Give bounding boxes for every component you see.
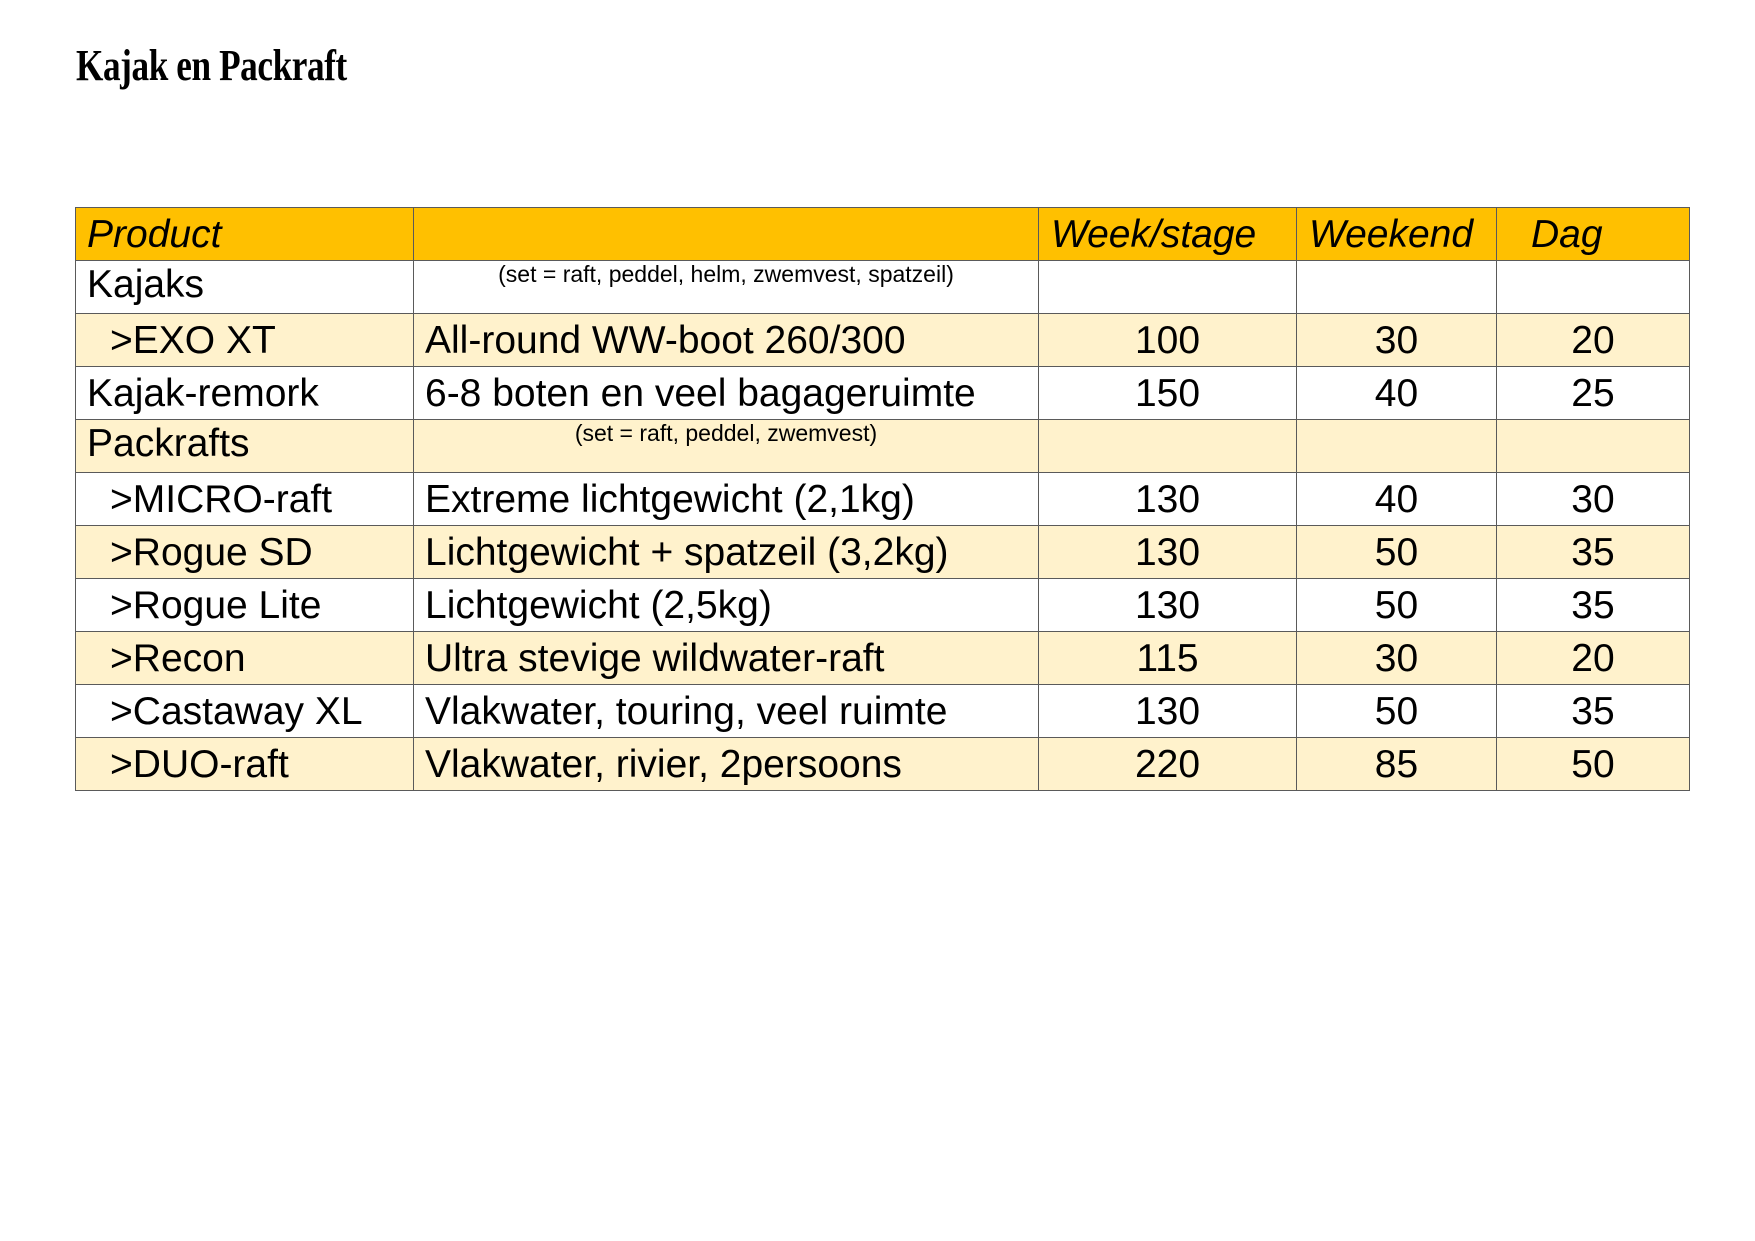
day-price-cell: 20 xyxy=(1497,632,1690,685)
description-cell: Vlakwater, touring, veel ruimte xyxy=(414,685,1039,738)
description-cell: Extreme lichtgewicht (2,1kg) xyxy=(414,473,1039,526)
day-price-cell: 25 xyxy=(1497,367,1690,420)
product-cell: >Rogue Lite xyxy=(76,579,414,632)
table-row xyxy=(76,367,1690,420)
weekend-price-cell: 85 xyxy=(1297,738,1497,791)
description-cell: Lichtgewicht + spatzeil (3,2kg) xyxy=(414,526,1039,579)
header-weekend: Weekend xyxy=(1297,208,1497,261)
table-row xyxy=(76,579,1690,632)
header-day: Dag xyxy=(1497,208,1690,261)
day-price-cell: 50 xyxy=(1497,738,1690,791)
week-price-cell: 130 xyxy=(1039,473,1297,526)
day-price-cell: 30 xyxy=(1497,473,1690,526)
price-table xyxy=(75,207,1690,791)
table-row xyxy=(76,632,1690,685)
table-header-row xyxy=(76,208,1690,261)
header-product: Product xyxy=(76,208,414,261)
description-cell: 6-8 boten en veel bagageruimte xyxy=(414,367,1039,420)
group-note: (set = raft, peddel, helm, zwemvest, spatzeil) xyxy=(498,261,954,287)
product-cell: >Recon xyxy=(76,632,414,685)
week-price-cell: 130 xyxy=(1039,526,1297,579)
group-row-packrafts xyxy=(76,420,1690,473)
day-price-cell: 35 xyxy=(1497,579,1690,632)
week-price-cell: 130 xyxy=(1039,579,1297,632)
group-note: (set = raft, peddel, zwemvest) xyxy=(574,420,878,446)
product-cell: >MICRO-raft xyxy=(76,473,414,526)
page-title: Kajak en Packraft xyxy=(76,41,347,90)
product-cell: >EXO XT xyxy=(76,314,414,367)
table-row xyxy=(76,314,1690,367)
group-label: Kajaks xyxy=(87,263,205,306)
table-row xyxy=(76,738,1690,791)
week-price-cell: 130 xyxy=(1039,685,1297,738)
product-cell: >Castaway XL xyxy=(76,685,414,738)
weekend-price-cell: 40 xyxy=(1297,473,1497,526)
group-label: Packrafts xyxy=(87,422,250,465)
table-row xyxy=(76,685,1690,738)
description-cell: All-round WW-boot 260/300 xyxy=(414,314,1039,367)
description-cell: Ultra stevige wildwater-raft xyxy=(414,632,1039,685)
day-price-cell: 35 xyxy=(1497,526,1690,579)
week-price-cell: 100 xyxy=(1039,314,1297,367)
product-cell: >Rogue SD xyxy=(76,526,414,579)
table-row xyxy=(76,473,1690,526)
product-cell: >DUO-raft xyxy=(76,738,414,791)
table-row xyxy=(76,526,1690,579)
weekend-price-cell: 50 xyxy=(1297,685,1497,738)
description-cell: Lichtgewicht (2,5kg) xyxy=(414,579,1039,632)
header-description xyxy=(414,208,1039,261)
group-row-kajaks xyxy=(76,261,1690,314)
weekend-price-cell: 50 xyxy=(1297,526,1497,579)
week-price-cell: 150 xyxy=(1039,367,1297,420)
week-price-cell: 115 xyxy=(1039,632,1297,685)
header-week: Week/stage xyxy=(1039,208,1297,261)
weekend-price-cell: 40 xyxy=(1297,367,1497,420)
description-cell: Vlakwater, rivier, 2persoons xyxy=(414,738,1039,791)
product-cell: Kajak-remork xyxy=(76,367,414,420)
day-price-cell: 35 xyxy=(1497,685,1690,738)
day-price-cell: 20 xyxy=(1497,314,1690,367)
weekend-price-cell: 30 xyxy=(1297,632,1497,685)
week-price-cell: 220 xyxy=(1039,738,1297,791)
weekend-price-cell: 30 xyxy=(1297,314,1497,367)
weekend-price-cell: 50 xyxy=(1297,579,1497,632)
